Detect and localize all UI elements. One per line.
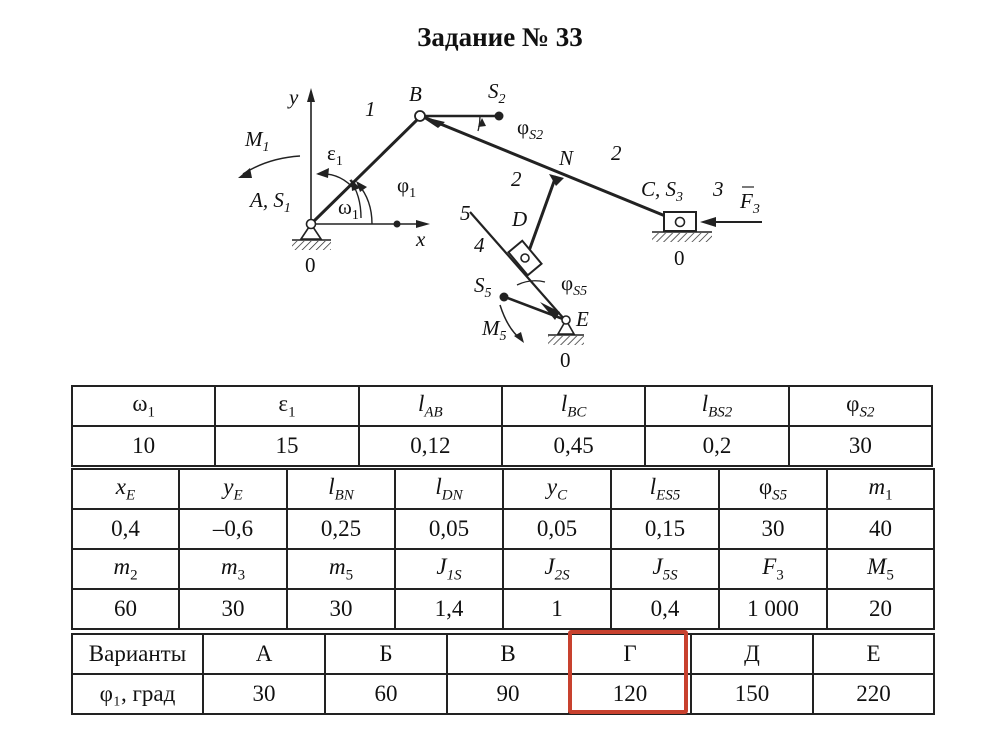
label-phi-s2: $\varphi_{S2}$ [517,115,544,143]
header-omega1: $\omega_1$ [72,386,215,426]
joint-n-gusset [549,174,564,186]
phi1-value-b: 60 [325,674,447,714]
variant-b: Б [325,634,447,674]
value-j2s: 1 [503,589,611,629]
phi1-value-g: 120 [569,674,691,714]
selected-variant-highlight [568,630,688,714]
x-axis-marker [394,221,401,228]
header-xe: $x_E$ [72,469,179,509]
label-ground-e: 0 [560,348,571,372]
label-m5: $M_5$ [482,316,507,344]
y-axis-arrow [307,88,315,102]
variant-a: А [203,634,325,674]
header-j2s: $J_{2S}$ [503,549,611,589]
header-ye: $y_E$ [179,469,287,509]
label-ground-a: 0 [305,253,316,277]
header-yc: $y_C$ [503,469,611,509]
value-m3: 30 [179,589,287,629]
phi1-value-v: 90 [447,674,569,714]
task-title: Задание № 33 [417,22,583,52]
header-m5: $m_5$ [287,549,395,589]
value-m5-moment: 20 [827,589,934,629]
joint-a [307,220,316,229]
phi1-value-a: 30 [203,674,325,714]
value-j1s: 1,4 [395,589,503,629]
eps1-arrow [316,168,329,178]
value-xe: 0,4 [72,509,179,549]
header-lbn: $l_{BN}$ [287,469,395,509]
header-lbc: $l_{BC}$ [502,386,645,426]
label-eps1: $\varepsilon_1$ [327,141,343,169]
header-m1: $m_1$ [827,469,934,509]
label-s2: $S_2$ [488,79,506,107]
phi1-value-d: 150 [691,674,813,714]
header-m5-moment: $M_5$ [827,549,934,589]
label-n: N [559,146,574,170]
phi1-value-e: 220 [813,674,934,714]
table-row [72,549,934,589]
variant-e: Е [813,634,934,674]
value-les5: 0,15 [611,509,719,549]
header-lab: $l_{AB}$ [359,386,502,426]
label-link-1: 1 [365,97,376,121]
label-link-4: 4 [474,233,485,257]
joint-c [676,218,685,227]
header-phis2: $\varphi_{S2}$ [789,386,932,426]
table-row [72,589,934,629]
label-f3: $F_3$ [740,189,760,217]
variant-v: В [447,634,569,674]
value-ye: –0,6 [179,509,287,549]
label-e: E [576,307,589,331]
label-y: y [289,85,299,109]
label-a-s1: A, $S_1$ [250,188,291,216]
joint-e [562,316,570,324]
joint-d [521,254,529,262]
ground-c-hatch [652,233,712,242]
value-lbc: 0,45 [502,426,645,466]
variant-d: Д [691,634,813,674]
value-m2: 60 [72,589,179,629]
value-f3: 1 000 [719,589,827,629]
variant-g: Г [569,634,691,674]
m1-arc [243,156,300,174]
force-f3-arrow [700,217,716,227]
header-j1s: $J_{1S}$ [395,549,503,589]
table-row [72,386,932,426]
label-link-3: 3 [713,177,724,201]
label-m1: $M_1$ [245,127,270,155]
point-s2 [495,112,504,121]
header-j5s: $J_{5S}$ [611,549,719,589]
ground-a-hatch [292,241,331,250]
label-b: B [409,82,422,106]
header-ldn: $l_{DN}$ [395,469,503,509]
value-m1: 40 [827,509,934,549]
value-yc: 0,05 [503,509,611,549]
header-eps1: $\varepsilon_1$ [215,386,358,426]
header-lbs2: $l_{BS2}$ [645,386,788,426]
m1-arrow [238,168,252,178]
value-eps1: 15 [215,426,358,466]
label-link-5: 5 [460,201,471,225]
value-phis5: 30 [719,509,827,549]
value-m5: 30 [287,589,395,629]
label-d: D [512,207,528,231]
variants-label: Варианты [72,634,203,674]
table-row [72,469,934,509]
label-s5: $S_5$ [474,273,492,301]
label-x: x [416,227,426,251]
value-phis2: 30 [789,426,932,466]
value-lbn: 0,25 [287,509,395,549]
joint-b [415,111,425,121]
header-les5: $l_{ES5}$ [611,469,719,509]
label-omega1: $\omega_1$ [338,195,359,223]
label-ground-c: 0 [674,246,685,270]
variants-table [71,633,935,715]
phi1-label: φ₁, град [72,674,203,714]
value-j5s: 0,4 [611,589,719,629]
value-lbs2: 0,2 [645,426,788,466]
header-f3: $F_3$ [719,549,827,589]
table-row [72,674,934,714]
ground-e-hatch [548,336,584,345]
header-phis5: $\varphi_{S5}$ [719,469,827,509]
value-ldn: 0,05 [395,509,503,549]
header-m3: $m_3$ [179,549,287,589]
value-omega1: 10 [72,426,215,466]
params-table-1 [71,385,933,467]
params-table-2 [71,468,935,630]
link-1 [313,117,420,222]
point-s5 [500,293,509,302]
label-link-2-lower: 2 [511,167,522,191]
label-phi-s5: $\varphi_{S5}$ [561,271,588,299]
table-row [72,634,934,674]
table-row [72,426,932,466]
table-row [72,509,934,549]
label-phi1: $\varphi_1$ [397,173,417,201]
label-c-s3: C, $S_3$ [641,177,684,205]
header-m2: $m_2$ [72,549,179,589]
value-lab: 0,12 [359,426,502,466]
label-link-2-upper: 2 [611,141,622,165]
